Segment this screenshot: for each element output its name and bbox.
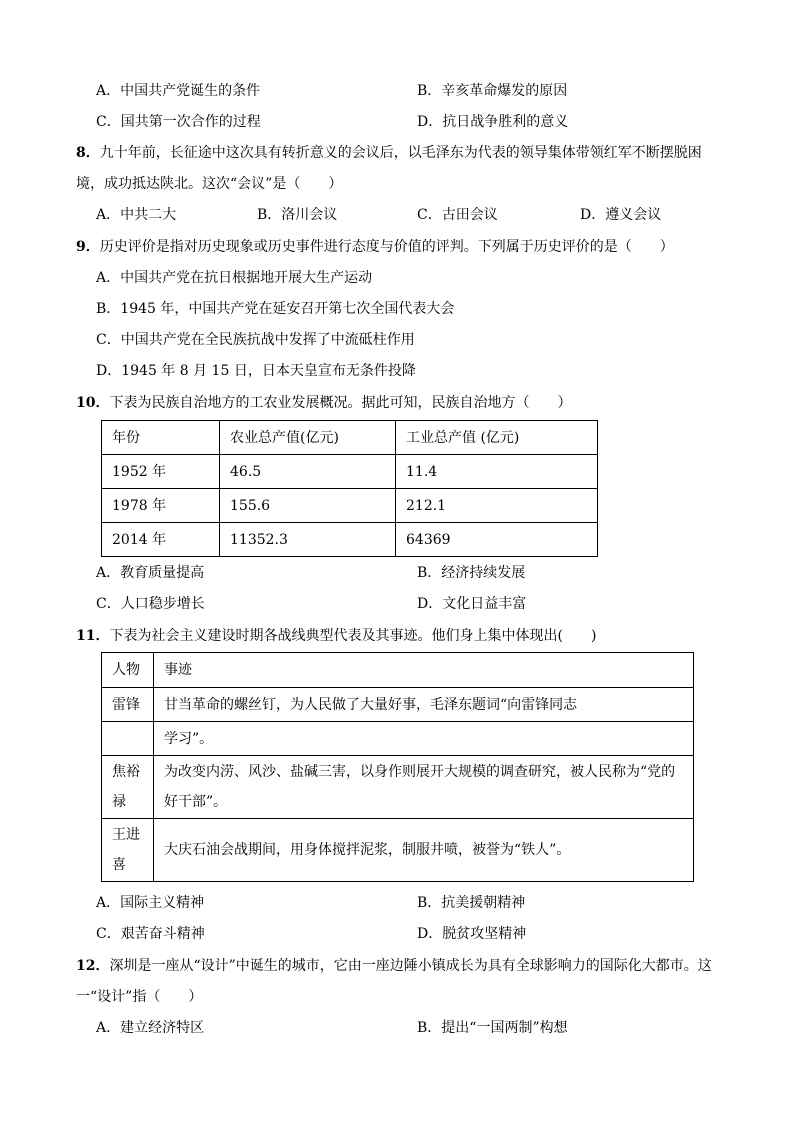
table-cell: 155.6 xyxy=(220,489,396,523)
table-header-row xyxy=(102,421,598,455)
table-header-cell: 人物 xyxy=(102,653,154,688)
table-row xyxy=(102,455,598,489)
q12-option-a[interactable]: A．建立经济特区 xyxy=(96,1020,205,1036)
q8-option-b[interactable]: B．洛川会议 xyxy=(257,207,338,223)
table-cell: 46.5 xyxy=(220,455,396,489)
table-cell xyxy=(154,756,694,819)
q7-option-a[interactable]: A．中国共产党诞生的条件 xyxy=(96,83,261,99)
q11-option-b[interactable]: B．抗美援朝精神 xyxy=(417,895,526,911)
table-cell: 11.4 xyxy=(396,455,598,489)
q7-option-c[interactable]: C．国共第一次合作的过程 xyxy=(96,114,261,130)
q9-option-d[interactable]: D．1945 年 8 月 15 日，日本天皇宣布无条件投降 xyxy=(96,363,416,379)
table-cell: 1978 年 xyxy=(102,489,220,523)
q12-stem-line1 xyxy=(76,956,712,976)
q11-option-c[interactable]: C．艰苦奋斗精神 xyxy=(96,926,205,942)
q9-stem xyxy=(76,237,674,257)
q10-stem xyxy=(76,393,571,413)
deed-line: 为改变内涝、风沙、盐碱三害，以身作则展开大规模的调查研究，被人民称为“党的 xyxy=(164,764,676,780)
table-header-row xyxy=(102,653,694,688)
table-header-cell: 农业总产值(亿元) xyxy=(220,421,396,455)
q12-text: 深圳是一座从“设计”中诞生的城市，它由一座边陲小镇成长为具有全球影响力的国际化大都市。这 xyxy=(109,958,712,974)
q10-option-d[interactable]: D．文化日益丰富 xyxy=(417,596,527,612)
table-cell: 学习”。 xyxy=(154,722,694,756)
table-header-cell: 工业总产值 (亿元) xyxy=(396,421,598,455)
table-row xyxy=(102,756,694,819)
q9-option-b[interactable]: B．1945 年，中国共产党在延安召开第七次全国代表大会 xyxy=(96,301,455,317)
q9-option-c[interactable]: C．中国共产党在全民族抗战中发挥了中流砥柱作用 xyxy=(96,332,415,348)
q8-option-c[interactable]: C．古田会议 xyxy=(417,207,498,223)
q9-option-a[interactable]: A．中国共产党在抗日根据地开展大生产运动 xyxy=(96,270,373,286)
table-cell: 64369 xyxy=(396,523,598,557)
table-cell: 212.1 xyxy=(396,489,598,523)
table-header-cell: 事迹 xyxy=(154,653,694,688)
table-header-cell: 年份 xyxy=(102,421,220,455)
name-line: 王进 xyxy=(112,827,140,843)
table-row xyxy=(102,489,598,523)
deed-line: 好干部”。 xyxy=(164,794,228,810)
q8-option-d[interactable]: D．遵义会议 xyxy=(580,207,662,223)
table-cell: 2014 年 xyxy=(102,523,220,557)
q10-option-b[interactable]: B．经济持续发展 xyxy=(417,565,526,581)
q10-option-c[interactable]: C．人口稳步增长 xyxy=(96,596,205,612)
q7-option-b[interactable]: B．辛亥革命爆发的原因 xyxy=(417,83,568,99)
table-cell xyxy=(102,756,154,819)
q8-stem-line1 xyxy=(76,143,702,163)
q10-text: 下表为民族自治地方的工农业发展概况。据此可知，民族自治地方（ ） xyxy=(109,395,572,411)
table-cell xyxy=(102,722,154,756)
table-row xyxy=(102,688,694,722)
q10-option-a[interactable]: A．教育质量提高 xyxy=(96,565,205,581)
table-cell: 11352.3 xyxy=(220,523,396,557)
table-cell xyxy=(102,819,154,882)
q11-number: 11． xyxy=(76,628,110,644)
q10-number: 10． xyxy=(76,395,110,411)
table-cell: 甘当革命的螺丝钉，为人民做了大量好事，毛泽东题词“向雷锋同志 xyxy=(154,688,694,722)
q9-number: 9． xyxy=(76,239,100,255)
q8-number: 8． xyxy=(76,145,100,161)
table-cell: 1952 年 xyxy=(102,455,220,489)
table-row xyxy=(102,819,694,882)
name-line: 喜 xyxy=(112,857,126,873)
table-row xyxy=(102,523,598,557)
q8-text: 九十年前，长征途中这次具有转折意义的会议后，以毛泽东为代表的领导集体带领红军不断摆脱困 xyxy=(99,145,702,161)
q12-stem-line2: 一“设计”指（ ） xyxy=(76,989,203,1005)
q8-option-a[interactable]: A．中共二大 xyxy=(96,207,177,223)
name-line: 禄 xyxy=(112,794,126,810)
table-cell: 雷锋 xyxy=(102,688,154,722)
name-line: 焦裕 xyxy=(112,764,140,780)
q11-option-d[interactable]: D．脱贫攻坚精神 xyxy=(417,926,527,942)
q9-text: 历史评价是指对历史现象或历史事件进行态度与价值的评判。下列属于历史评价的是（ ） xyxy=(99,239,674,255)
q12-number: 12． xyxy=(76,958,110,974)
q11-table xyxy=(101,652,694,882)
q11-stem xyxy=(76,626,596,646)
q8-stem-line2: 境，成功抵达陕北。这次“会议”是（ ） xyxy=(76,176,343,192)
q11-option-a[interactable]: A．国际主义精神 xyxy=(96,895,205,911)
q7-option-d[interactable]: D．抗日战争胜利的意义 xyxy=(417,114,569,130)
q11-text: 下表为社会主义建设时期各战线典型代表及其事迹。他们身上集中体现出( ) xyxy=(109,628,597,644)
q12-option-b[interactable]: B．提出“一国两制”构想 xyxy=(417,1020,568,1036)
q10-table xyxy=(101,420,598,557)
table-row xyxy=(102,722,694,756)
table-cell: 大庆石油会战期间，用身体搅拌泥浆，制服井喷，被誉为“铁人”。 xyxy=(154,819,694,882)
